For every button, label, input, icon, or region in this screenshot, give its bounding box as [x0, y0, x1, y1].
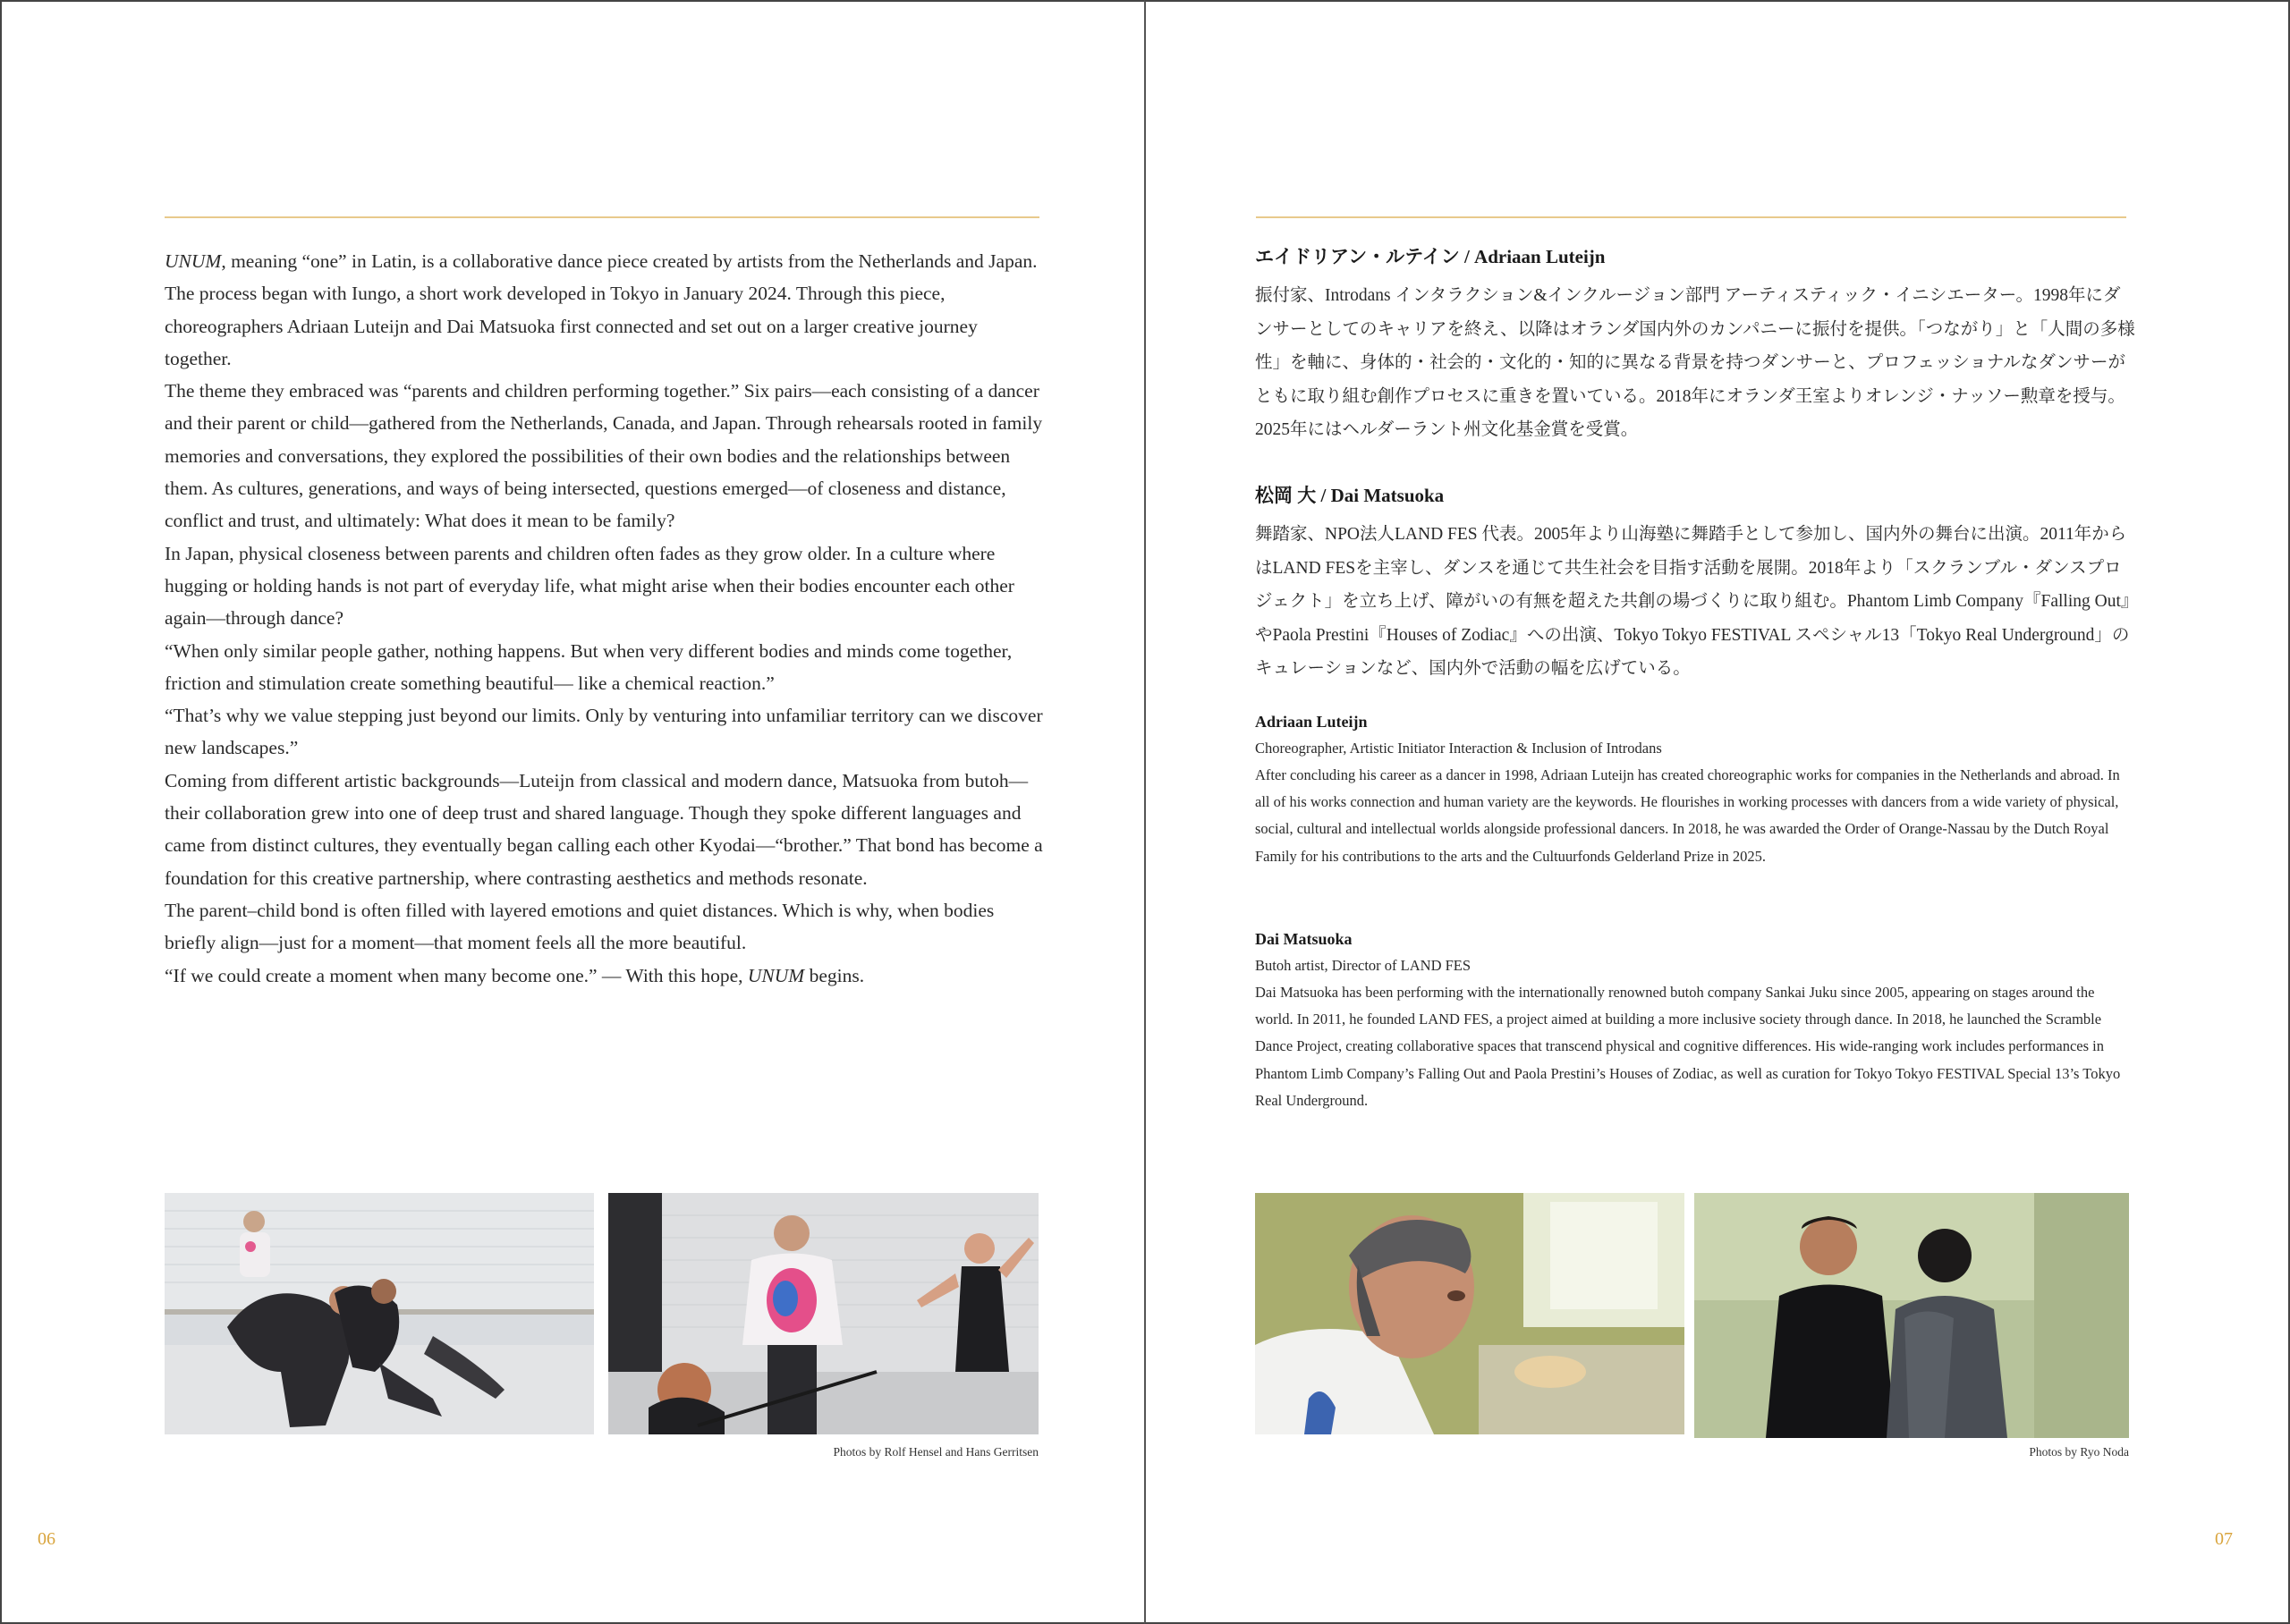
bio-name: Adriaan Luteijn	[1255, 713, 1368, 731]
portrait-photo-luteijn	[1255, 1193, 1684, 1434]
paragraph-3: The theme they embraced was “parents and children performing together.” Six pairs—each consisting of a dancer and their parent or child—gathered from the Netherlands, Canada, and Japan. Through rehearsals rooted in family memories and conversations, they explored the possibilities of their own bodies and the relationships between them. As cultures, generations, and ways of being intersected, questions emerged—of closeness and distance, conflict and trust, and ultimately: What does it mean to be family?	[165, 380, 1043, 532]
rehearsal-photo-duet	[165, 1193, 594, 1434]
photo-credit: Photos by Ryo Noda	[2029, 1445, 2129, 1459]
portrait-photo-matsuoka	[1694, 1193, 2129, 1438]
bio-name: Dai Matsuoka	[1255, 930, 1353, 948]
paragraph-7: Coming from different artistic backgrounds—Luteijn from classical and modern dance, Matsuoka from butoh—their collaboration grew into one of deep trust and shared language. Though they spoke different languages and came from distinct cultures, they eventually began calling each other Kyodai—“brother.” That bond has become a foundation for this creative partnership, where contrasting aesthetics and methods resonate.	[165, 769, 1043, 889]
right-photo-strip	[1255, 1193, 2129, 1434]
paragraph-2: The process began with Iungo, a short work developed in Tokyo in January 2024. Through this piece, choreographers Adriaan Luteijn and Dai Matsuoka first connected and set out on a larger creative journey together.	[165, 283, 978, 369]
left-page	[0, 0, 1144, 1624]
rehearsal-photo-studio	[608, 1193, 1039, 1434]
bio-role: Butoh artist, Director of LAND FES	[1255, 957, 1472, 974]
right-page	[1144, 0, 2290, 1624]
bio-role: Choreographer, Artistic Initiator Interaction & Inclusion of Introdans	[1255, 740, 1662, 757]
bio-text: Dai Matsuoka has been performing with the internationally renowned butoh company Sankai Juku since 2005, appearing on stages around the world. In 2011, he founded LAND FES, a project aimed at building a more inclusive society through dance. In 2018, he launched the Scramble Dance Project, creating collaborative spaces that transcend physical and cognitive differences. His wide-ranging work includes performances in Phantom Limb Company’s Falling Out and Paola Prestini’s Houses of Zodiac, as well as curation for Tokyo Tokyo FESTIVAL Special 13’s Tokyo Real Underground.	[1255, 984, 2121, 1109]
bio-en-luteijn	[1255, 708, 2136, 870]
bio-text: After concluding his career as a dancer in 1998, Adriaan Luteijn has created choreographic works for companies in the Netherlands and abroad. In all of his works connection and human variety are the keywords. He flourishes in working processes with dancers from a wide variety of physical, social, cultural and intellectual worlds alongside professional dancers. In 2018, he was awarded the Order of Orange-Nassau by the Dutch Royal Family for his contributions to the arts and the Cultuurfonds Gelderland Prize in 2025.	[1255, 766, 2120, 865]
paragraph-6: “That’s why we value stepping just beyond our limits. Only by venturing into unfamiliar territory can we discover new landscapes.”	[165, 705, 1043, 759]
paragraph-5: “When only similar people gather, nothing happens. But when very different bodies and minds come together, friction and stimulation create something beautiful— like a chemical reaction.”	[165, 639, 1013, 694]
page-number: 07	[2215, 1529, 2233, 1549]
bio-jp-matsuoka	[1255, 482, 2136, 686]
top-rule	[1256, 216, 2126, 218]
bio-name: エイドリアン・ルテイン / Adriaan Luteijn	[1255, 246, 1606, 267]
bio-name: 松岡 大 / Dai Matsuoka	[1255, 485, 1445, 506]
paragraph-9: “If we could create a moment when many become one.” — With this hope, UNUM begins.	[165, 964, 865, 986]
paragraph-4: In Japan, physical closeness between parents and children often fades as they grow older. In a culture where hugging or holding hands is not part of everyday life, what might arise when their bodies encounter each other again—through dance?	[165, 542, 1014, 630]
article-body	[165, 245, 1046, 992]
bio-text: 振付家、Introdans インタラクション&インクルージョン部門 アーティスティック・イニシエーター。1998年にダンサーとしてのキャリアを終え、以降はオランダ国内外のカンパニーに振付を提供。「つながり」と「人間の多様性」を軸に、身体的・社会的・文化的・知的に異なる背景を持つダンサーと、プロフェッショナルなダンサーがともに取り組む創作プロセスに重きを置いている。2018年にオランダ王室よりオレンジ・ナッソー勲章を授与。2025年にはヘルダーラント州文化基金賞を受賞。	[1255, 286, 2135, 439]
paragraph-1: UNUM, meaning “one” in Latin, is a collaborative dance piece created by artists from the Netherlands and Japan.	[165, 250, 1038, 272]
bio-text: 舞踏家、NPO法人LAND FES 代表。2005年より山海塾に舞踏手として参加し、国内外の舞台に出演。2011年からはLAND FESを主宰し、ダンスを通じて共生社会を目指す活動を展開。2018年より「スクランブル・ダンスプロジェクト」を立ち上げ、障がいの有無を超えた共創の場づくりに取り組む。Phantom Limb Company『Falling Out』やPaola Prestini『Houses of Zodiac』への出演、Tokyo Tokyo FESTIVAL スペシャル13「Tokyo Real Underground」のキュレーションなど、国内外で活動の幅を広げている。	[1255, 525, 2130, 678]
photo-credit: Photos by Rolf Hensel and Hans Gerritsen	[833, 1445, 1039, 1459]
bio-jp-luteijn	[1255, 243, 2136, 447]
top-rule	[165, 216, 1039, 218]
paragraph-8: The parent–child bond is often filled with layered emotions and quiet distances. Which is why, when bodies briefly align—just for a moment—that moment feels all the more beautiful.	[165, 899, 995, 954]
bio-en-matsuoka	[1255, 926, 2136, 1114]
left-photo-strip	[165, 1193, 1039, 1434]
page-number: 06	[38, 1529, 55, 1549]
